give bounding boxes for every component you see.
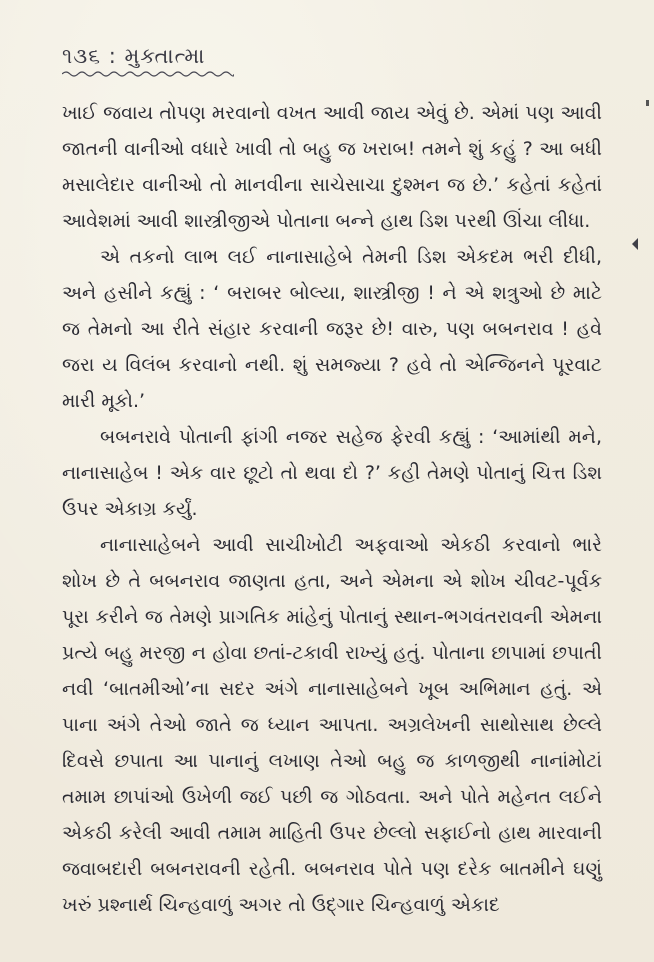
margin-arrow-mark xyxy=(632,238,638,250)
paragraph-1: ખાઈ જવાય તોપણ મરવાનો વખત આવી જાય એવું છે. એમાં પણ આવી જાતની વાનીઓ વધારે ખાવી તો બહુ જ ખરાબ! તમને શું કહું ? આ બધી મસાલેદાર વાનીઓ તો માનવીના સાચેસાચા દુશ્મન જ છે.’ કહેતાં કહેતાં આવેશમાં આવી શાસ્ત્રીજીએ પોતાના બન્ને હાથ ડિશ પરથી ઊંચા લીધા. xyxy=(62,102,602,232)
margin-tick-mark xyxy=(646,100,649,106)
paragraph-4: નાનાસાહેબને આવી સાચીખોટી અફવાઓ એકઠી કરવાનો ભારે શોખ છે તે બબનરાવ જાણતા હતા, અને એમના એ શોખ ચીવટ-પૂર્વક પૂરા કરીને જ તેમણે પ્રાગતિક માંહેનું પોતાનું સ્થાન-ભગવંતરાવની એમના પ્રત્યે બહુ મરજી ન હોવા છતાં-ટકાવી રાખ્યું હતું. પોતાના છાપામાં છપાતી નવી ‘બાતમીઓ’ના સદર અંગે નાનાસાહેબને ખૂબ અભિમાન હતું. એ પાના અંગે તેઓ જાતે જ ધ્યાન આપતા. અગ્રલેખની સાથોસાથ છેલ્લે દિવસે છપાતા આ પાનાનું લખાણ તેઓ બહુ જ કાળજીથી નાનાંમોટાં તમામ છાપાંઓ ઉખેળી જઈ પછી જ ગોઠવતા. અને પોતે મહેનત લઈને એકઠી કરેલી આવી તમામ માહિતી ઉપર છેલ્લો સફાઈનો હાથ મારવાની જવાબદારી બબનરાવની રહેતી. બબનરાવ પોતે પણ દરેક બાતમીને ઘણું ખરું પ્રશ્નાર્થ ચિન્હવાળું અગર તો ઉદ્‌ગાર ચિન્હવાળું એકાદ xyxy=(62,534,602,916)
paragraph-3: બબનરાવે પોતાની ફાંગી નજર સહેજ ફેરવી કહ્યું : ‘આમાંથી મને, નાનાસાહેબ ! એક વાર છૂટો તો થવા દો ?’ કહી તેમણે પોતાનું ચિત્ત ડિશ ઉપર એકાગ્ર કર્યું. xyxy=(62,426,602,520)
body-text xyxy=(62,95,602,923)
running-head: ૧૩૬ : મુક્તાત્મા xyxy=(62,44,206,68)
paragraph-2: એ તકનો લાભ લઈ નાનાસાહેબે તેમની ડિશ એકદમ ભરી દીધી, અને હસીને કહ્યું : ‘ બરાબર બોલ્યા, શાસ્ત્રીજી ! ને એ શત્રુઓ છે માટે જ તેમનો આ રીતે સંહાર કરવાની જરૂર છે! વારુ, પણ બબનરાવ ! હવે જરા ય વિલંબ કરવાનો નથી. શું સમજ્યા ? હવે તો એન્જિનને પૂરવાટ મારી મૂકો.’ xyxy=(62,246,602,412)
head-ornament-rule xyxy=(62,70,234,78)
